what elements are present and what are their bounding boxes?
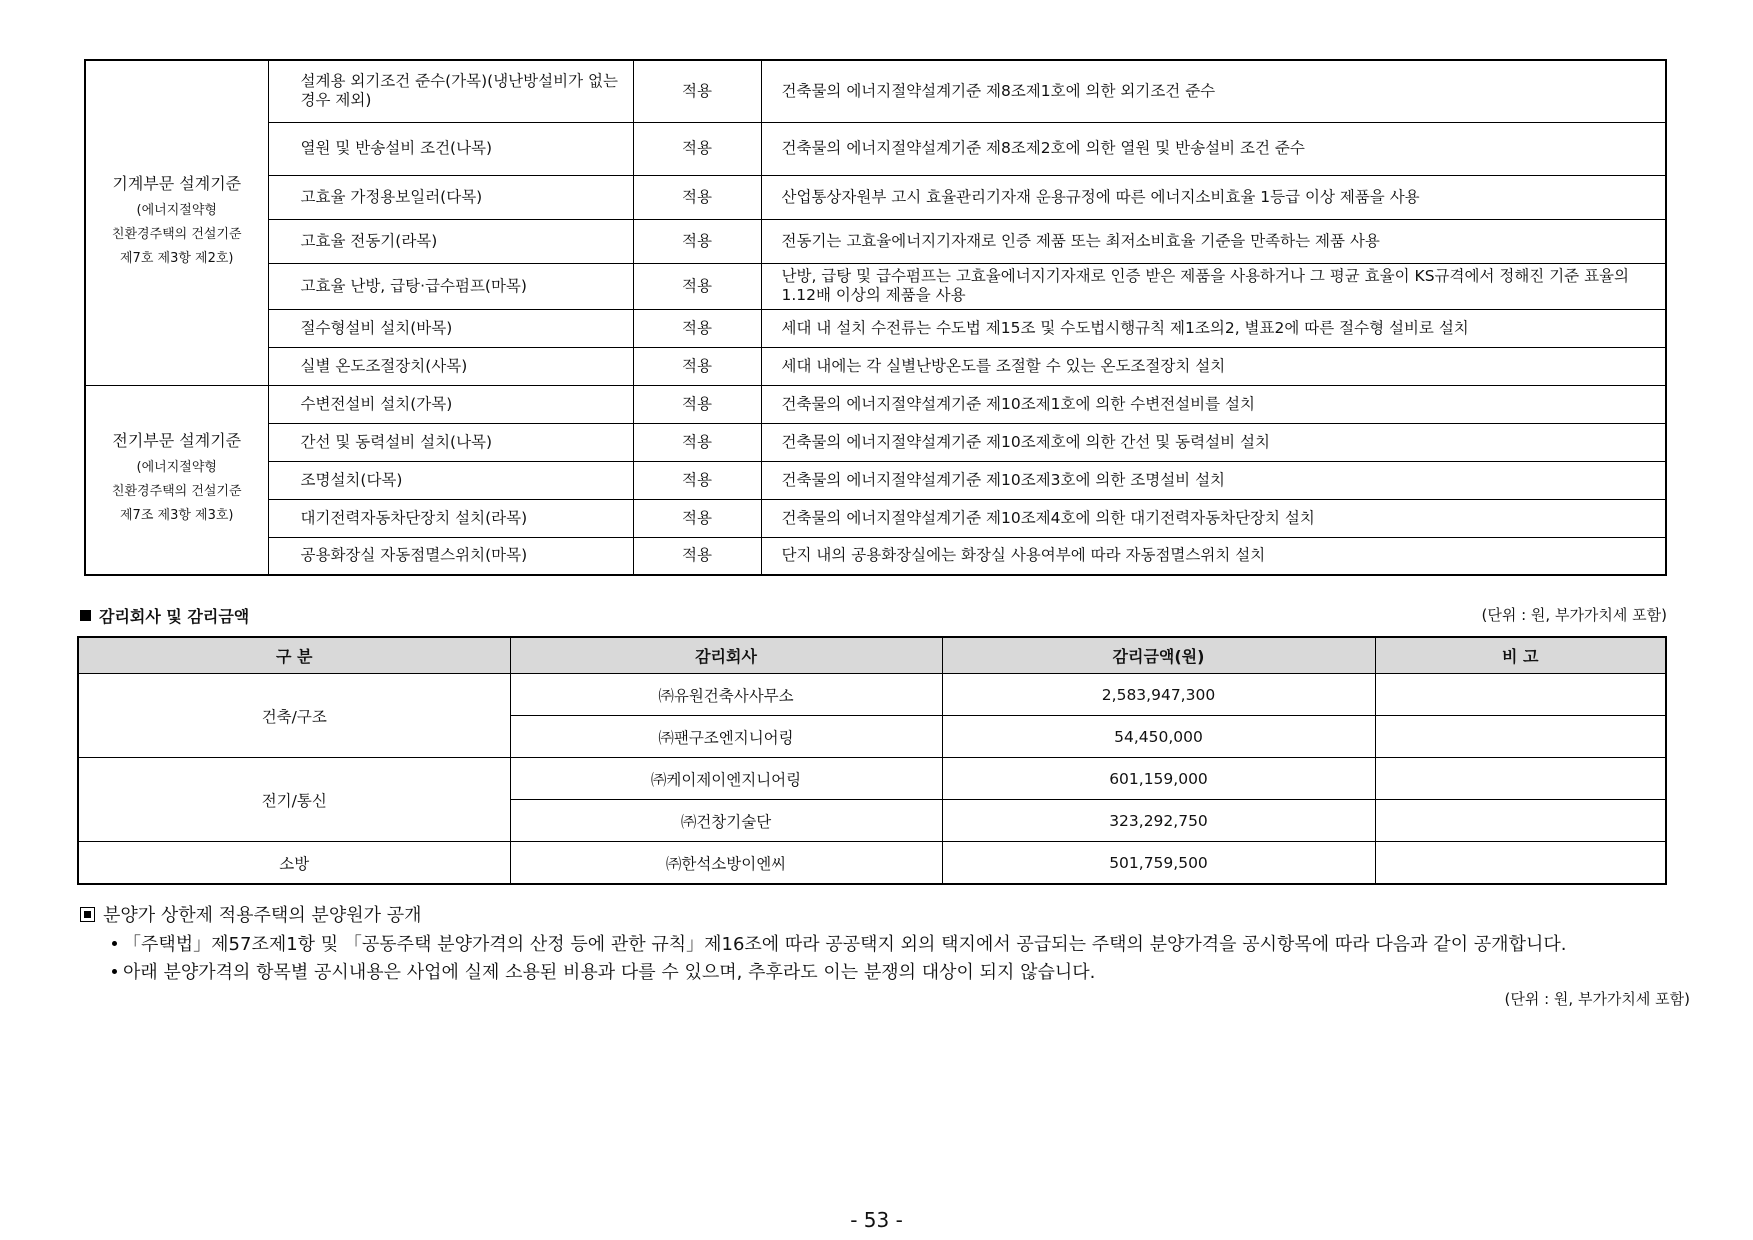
description-cell: 산업통상자원부 고시 효율관리기자재 운용규정에 따른 에너지소비효율 1등급 이상 제품을 사용 [761,175,1666,219]
note-cell [1375,758,1666,800]
description-cell: 난방, 급탕 및 급수펌프는 고효율에너지기자재로 인증 받은 제품을 사용하거나 그 평균 효율이 KS규격에서 정해진 기준 표율의 1.12배 이상의 제품을 사용 [761,263,1666,309]
item-cell: 실별 온도조절장치(사목) [268,347,633,385]
apply-cell: 적용 [633,385,761,423]
header-note: 비 고 [1375,637,1666,674]
section-title-text: 감리회사 및 감리금액 [99,607,250,626]
item-cell: 고효율 전동기(라목) [268,219,633,263]
apply-cell: 적용 [633,263,761,309]
notice-bullet-text: 「주택법」제57조제1항 및 「공동주택 분양가격의 산정 등에 관한 규칙」제16조에 따라 공공택지 외의 택지에서 공급되는 주택의 분양가격을 공시항목에 따라 다음과 같이 공개합니다. [123,934,1567,955]
bullet-dot-icon [112,969,117,974]
amount-cell: 501,759,500 [942,842,1375,885]
notice-bullet-text: 아래 분양가격의 항목별 공시내용은 사업에 실제 소용된 비용과 다를 수 있으며, 추후라도 이는 분쟁의 대상이 되지 않습니다. [123,962,1096,983]
description-cell: 건축물의 에너지절약설계기준 제8조제2호에 의한 열원 및 반송설비 조건 준수 [761,122,1666,175]
note-cell [1375,716,1666,758]
item-cell: 간선 및 동력설비 설치(나목) [268,423,633,461]
category-subtitle: 친환경주택의 건설기준 [111,484,242,500]
apply-cell: 적용 [633,175,761,219]
item-cell: 공용화장실 자동점멸스위치(마목) [268,537,633,575]
category-subtitle: 제7호 제3항 제2호) [120,251,234,267]
category-cell: 전기/통신 [78,758,510,842]
amount-cell: 323,292,750 [942,800,1375,842]
design-standards-table [84,59,1667,576]
table-row [85,175,1666,219]
table-row [78,842,1666,885]
category-subtitle: (에너지절약형 [136,460,217,476]
item-cell: 수변전설비 설치(가목) [268,385,633,423]
description-cell: 세대 내 설치 수전류는 수도법 제15조 및 수도법시행규칙 제1조의2, 별표2에 따른 절수형 설비로 설치 [761,309,1666,347]
notice-bullet [112,930,1566,956]
description-cell: 건축물의 에너지절약설계기준 제8조제1호에 의한 외기조건 준수 [761,60,1666,122]
table-row [78,758,1666,800]
header-amount: 감리금액(원) [942,637,1375,674]
apply-cell: 적용 [633,499,761,537]
notice-title: 분양가 상한제 적용주택의 분양원가 공개 [103,905,422,926]
category-subtitle: (에너지절약형 [136,203,217,219]
item-cell: 열원 및 반송설비 조건(나목) [268,122,633,175]
category-subtitle: 제7조 제3항 제3호) [120,508,234,524]
table-row [85,60,1666,122]
page-number: - 53 - [850,1208,903,1232]
description-cell: 전동기는 고효율에너지기자재로 인증 제품 또는 최저소비효율 기준을 만족하는 제품 사용 [761,219,1666,263]
table-row [85,499,1666,537]
description-cell: 건축물의 에너지절약설계기준 제10조제1호에 의한 수변전설비를 설치 [761,385,1666,423]
table-row [85,347,1666,385]
table-header-row [78,637,1666,674]
supervision-table [77,636,1667,885]
table-row [85,461,1666,499]
header-company: 감리회사 [510,637,942,674]
item-cell: 대기전력자동차단장치 설치(라목) [268,499,633,537]
company-cell: ㈜한석소방이엔씨 [510,842,942,885]
unit-label: (단위 : 원, 부가가치세 포함) [1504,990,1690,1008]
apply-cell: 적용 [633,122,761,175]
company-cell: ㈜팬구조엔지니어링 [510,716,942,758]
apply-cell: 적용 [633,347,761,385]
category-title: 기계부문 설계기준 [112,174,242,194]
company-cell: ㈜케이제이엔지니어링 [510,758,942,800]
amount-cell: 2,583,947,300 [942,674,1375,716]
description-cell: 세대 내에는 각 실별난방온도를 조절할 수 있는 온도조절장치 설치 [761,347,1666,385]
item-cell: 고효율 난방, 급탕·급수펌프(마목) [268,263,633,309]
item-cell: 고효율 가정용보일러(다목) [268,175,633,219]
category-cell [85,60,268,385]
bullet-dot-icon [112,941,117,946]
item-cell: 절수형설비 설치(바목) [268,309,633,347]
apply-cell: 적용 [633,461,761,499]
apply-cell: 적용 [633,60,761,122]
note-cell [1375,842,1666,885]
description-cell: 건축물의 에너지절약설계기준 제10조제호에 의한 간선 및 동력설비 설치 [761,423,1666,461]
note-cell [1375,800,1666,842]
table-row [85,219,1666,263]
notice-bullet [112,958,1095,984]
note-cell [1375,674,1666,716]
table-row [85,309,1666,347]
apply-cell: 적용 [633,219,761,263]
description-cell: 건축물의 에너지절약설계기준 제10조제4호에 의한 대기전력자동차단장치 설치 [761,499,1666,537]
table-row [85,122,1666,175]
table-row [85,423,1666,461]
apply-cell: 적용 [633,537,761,575]
apply-cell: 적용 [633,423,761,461]
category-cell: 소방 [78,842,510,885]
category-title: 전기부문 설계기준 [112,431,242,451]
header-category: 구 분 [78,637,510,674]
description-cell: 건축물의 에너지절약설계기준 제10조제3호에 의한 조명설비 설치 [761,461,1666,499]
category-cell [85,385,268,575]
boxed-square-icon [80,907,95,922]
square-bullet-icon [80,610,91,621]
section-title [80,604,249,627]
amount-cell: 601,159,000 [942,758,1375,800]
amount-cell: 54,450,000 [942,716,1375,758]
company-cell: ㈜건창기술단 [510,800,942,842]
item-cell: 조명설치(다목) [268,461,633,499]
item-cell: 설계용 외기조건 준수(가목)(냉난방설비가 없는 경우 제외) [268,60,633,122]
unit-label: (단위 : 원, 부가가치세 포함) [1481,606,1667,624]
description-cell: 단지 내의 공용화장실에는 화장실 사용여부에 따라 자동점멸스위치 설치 [761,537,1666,575]
notice-heading [80,901,421,927]
category-cell: 건축/구조 [78,674,510,758]
category-subtitle: 친환경주택의 건설기준 [111,227,242,243]
table-row [85,263,1666,309]
table-row [78,674,1666,716]
company-cell: ㈜유원건축사사무소 [510,674,942,716]
apply-cell: 적용 [633,309,761,347]
table-row [85,537,1666,575]
table-row [85,385,1666,423]
